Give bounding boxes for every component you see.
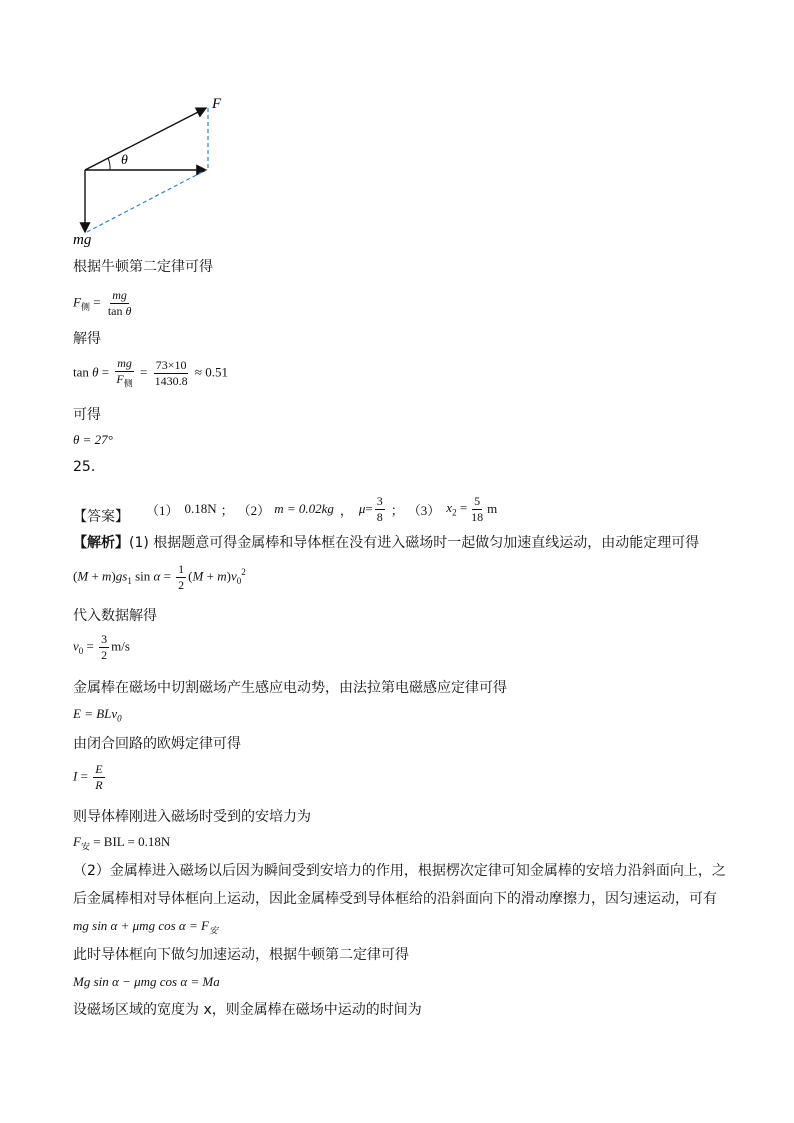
eq-ohm: I = $\frac{E}{R}$ — [73, 762, 103, 792]
answer-values: （1） 0.18N ； （2） m = 0.02kg ， μ = $\frac{3}{8}$ ； （3） $x_2$ = $\frac{5}{18}$ m — [146, 493, 498, 524]
solve-text: 解得 — [73, 331, 101, 347]
newton-text: 根据牛顿第二定律可得 — [73, 259, 213, 275]
label-f: F — [212, 96, 222, 112]
analysis-part1: 【解析】(1) 根据题意可得金属棒和导体框在没有进入磁场时一起做匀加速直线运动，由动能定理可得 — [73, 535, 700, 551]
eq-tan: tan θ = $\frac{mg}{F_侧}$ = $\frac{73\times 10}{1430.8}$ ≈ 0.51 — [73, 356, 228, 389]
thus-text: 可得 — [73, 407, 101, 423]
answer-label: 【答案】 — [73, 509, 129, 525]
newton-frame-text: 此时导体框向下做匀加速运动，根据牛顿第二定律可得 — [73, 947, 409, 963]
width-text: 设磁场区域的宽度为 x，则金属棒在磁场中运动的时间为 — [73, 1002, 422, 1018]
substitute-text: 代入数据解得 — [73, 608, 157, 624]
eq-theta: θ = 27° — [73, 432, 113, 447]
eq-v0: $v_0$ = $\frac{3}{2}$ m/s — [73, 632, 130, 662]
label-theta: θ — [121, 153, 128, 168]
part2-line1: （2）金属棒进入磁场以后因为瞬间受到安培力的作用，根据楞次定律可知金属棒的安培力沿斜面向上，之 — [73, 863, 726, 879]
eq-ampere: $F_安$ = BIL = 0.18N — [73, 834, 171, 852]
eq-energy: $(M + m)gs_1$ sin α = $\frac{1}{2}$ $(M + m)v_0^2$ — [73, 562, 246, 592]
eq-f-side: $F_侧$ = $\frac{mg}{\text{tan θ}}$ — [73, 288, 132, 318]
label-mg: mg — [73, 232, 92, 248]
force-diagram — [70, 92, 230, 250]
part2-line2: 后金属棒相对导体框向上运动，因此金属棒受到导体框给的沿斜面向下的滑动摩擦力，因匀速运动，可有 — [73, 891, 717, 907]
emf-text: 金属棒在磁场中切割磁场产生感应电动势，由法拉第电磁感应定律可得 — [73, 680, 507, 696]
eq-balance: mg sin α + μmg $\cos \alpha = F_安$ — [73, 918, 218, 936]
theta-arc — [108, 158, 110, 170]
force-f-arrow — [85, 108, 206, 170]
eq-frame: Mg sin α − μmg cos α = Ma — [73, 974, 220, 989]
ampere-text: 则导体棒刚进入磁场时受到的安培力为 — [73, 809, 311, 825]
ohm-text: 由闭合回路的欧姆定律可得 — [73, 736, 241, 752]
dashed-diagonal — [87, 170, 206, 232]
eq-emf: E = BLv$_0$ — [73, 706, 122, 724]
question-number: 25． — [73, 459, 105, 475]
